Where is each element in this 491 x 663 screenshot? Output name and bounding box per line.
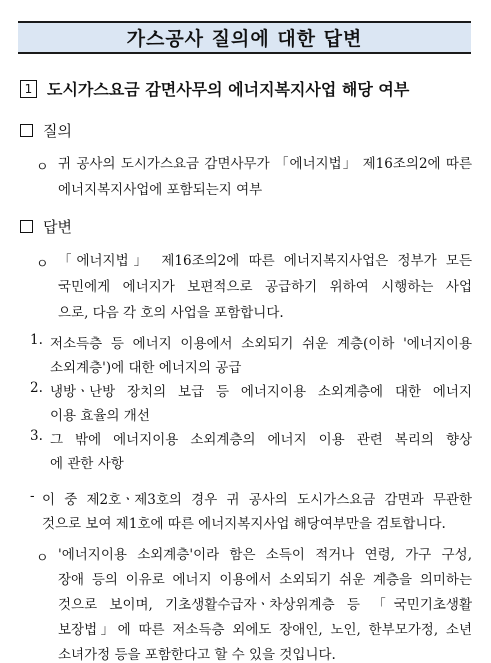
answer-intro-line: 국민에게 에너지가 보편적으로 공급하기 위하여 시행하는 사업 [58, 279, 472, 295]
item-line: 에 관한 사항 [50, 456, 124, 472]
question-bullet: ㅇ [36, 160, 49, 175]
paragraph-line: '에너지이용 소외계층'이라 함은 소득이 적거나 연령, 가구 구성, [58, 547, 472, 563]
page-title: 가스공사 질의에 대한 답변 [126, 28, 363, 50]
question-label: 질의 [43, 122, 72, 140]
note-line: 이 중 제2호ㆍ제3호의 경우 귀 공사의 도시가스요금 감면과 무관한 [42, 492, 472, 508]
item-line: 저소득층 등 에너지 이용에서 소외되기 쉬운 계층(이하 '에너지이용 [50, 336, 472, 352]
answer-intro-line: 으로, 다음 각 호의 사업을 포함합니다. [58, 305, 284, 321]
item-line: 그 밖에 에너지이용 소외계층의 에너지 이용 관련 복리의 향상 [50, 432, 472, 448]
item-number: 1. [30, 332, 43, 348]
section-heading [20, 77, 409, 100]
note-line: 것으로 보여 제1호에 따른 에너지복지사업 해당여부만을 검토합니다. [42, 516, 446, 532]
paragraph-line: 보장법」에 따른 저소득층 외에도 장애인, 노인, 한부모가정, 소년 [58, 622, 472, 638]
checkbox-square-icon [20, 220, 33, 233]
item-number: 2. [30, 380, 43, 396]
item-line: 이용 효율의 개선 [50, 408, 150, 424]
answer-bullet: ㅇ [36, 257, 49, 272]
question-line: 귀 공사의 도시가스요금 감면사무가 「에너지법」 제16조의2에 따른 [58, 156, 472, 172]
paragraph-line: 소녀가정 등을 포함한다고 할 수 있을 것입니다. [58, 647, 336, 663]
note-dash: - [30, 488, 35, 504]
item-line: 냉방ㆍ난방 장치의 보급 등 에너지이용 소외계층에 대한 에너지 [50, 384, 472, 400]
section-heading-text: 도시가스요금 감면사무의 에너지복지사업 해당 여부 [47, 80, 410, 99]
answer-bullet: ㅇ [36, 551, 49, 566]
paragraph-line: 장애 등의 이유로 에너지 이용에서 소외되기 쉬운 계층을 의미하는 [58, 572, 472, 588]
section-number-box: 1 [20, 80, 37, 98]
item-number: 3. [30, 428, 43, 444]
question-line: 에너지복지사업에 포함되는지 여부 [58, 182, 263, 198]
answer-subhead [20, 216, 72, 237]
title-banner [18, 21, 471, 54]
checkbox-square-icon [20, 124, 33, 137]
paragraph-line: 것으로 보이며, 기초생활수급자ㆍ차상위계층 등 「국민기초생활 [58, 597, 472, 613]
item-line: 소외계층')에 대한 에너지의 공급 [50, 360, 242, 376]
question-subhead [20, 120, 72, 141]
answer-label: 답변 [43, 218, 72, 236]
answer-intro-line: 「에너지법」 제16조의2에 따른 에너지복지사업은 정부가 모든 [58, 253, 472, 269]
